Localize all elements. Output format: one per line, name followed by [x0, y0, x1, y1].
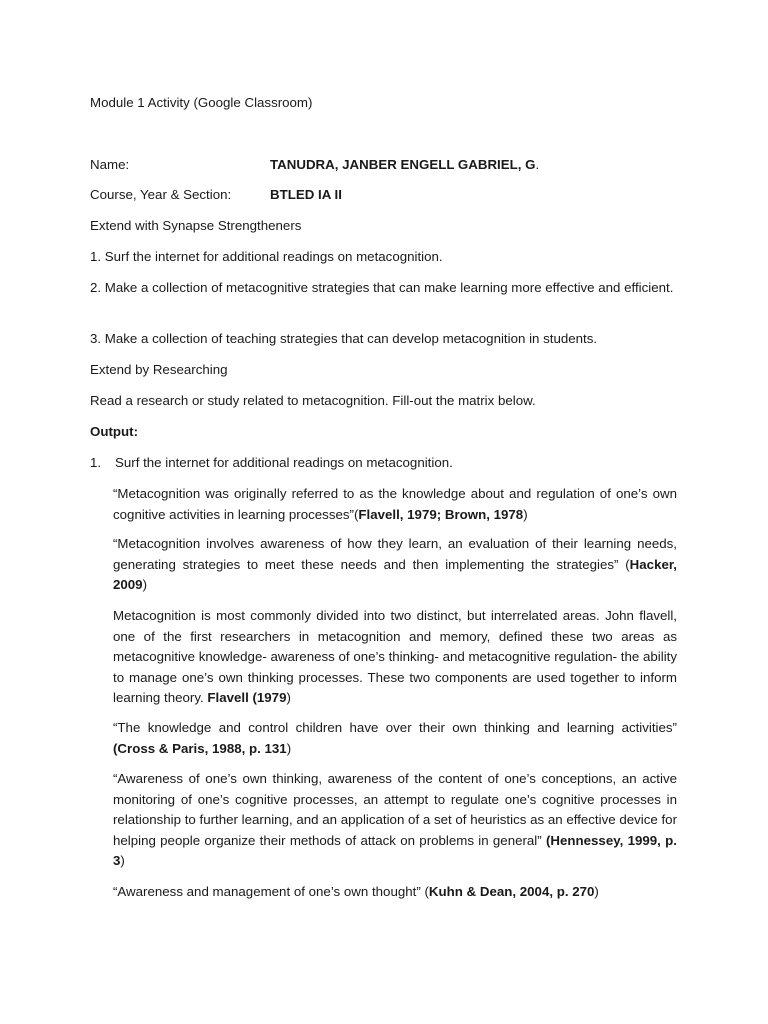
quote-text: “Metacognition was originally referred to as the knowledge about and regulation of one’s own cognitive activities in learning processes”	[113, 486, 677, 522]
name-value: TANUDRA, JANBER ENGELL GABRIEL, G	[270, 157, 536, 172]
extend-research-heading: Extend by Researching	[90, 362, 228, 377]
quote-cite-close: )	[142, 577, 148, 592]
quote-text: “The knowledge and control children have over their own thinking and learning activities”	[113, 720, 677, 735]
output-item-number: 1.	[90, 455, 102, 470]
quote-citation: Hacker, 2009	[113, 556, 677, 592]
quote-citation: (Hennessey, 1999, p. 3	[113, 832, 677, 868]
quote-text: “Metacognition involves awareness of how they learn, an evaluation of their learning needs, generating strategies to meet these needs and then implementing the strategies”	[113, 536, 677, 572]
quote-cite-open: (	[625, 556, 630, 572]
quote-3	[113, 606, 677, 709]
quote-cite-open: (	[353, 506, 359, 522]
course-value: BTLED IA II	[270, 187, 342, 202]
quote-citation: Flavell (1979	[207, 690, 287, 705]
output-item-text: Surf the internet for additional readings on metacognition.	[115, 455, 453, 470]
quote-1	[113, 484, 677, 525]
quote-text: Metacognition is most commonly divided into two distinct, but interrelated areas. John flavell, one of the first researchers in metacognition and memory, defined these two areas as metacognitive knowledge- awareness of one’s thinking- and metacognitive regulation- the ability to manage one’s own thinking processes. These two components are used together to inform learning theory.	[113, 608, 677, 705]
task-2: 2. Make a collection of metacognitive strategies that can make learning more effective and efficient.	[90, 280, 674, 295]
course-label: Course, Year & Section:	[90, 187, 232, 202]
name-label: Name:	[90, 157, 130, 172]
quote-text: “Awareness and management of one’s own thought”	[113, 884, 425, 899]
quote-cite-open: (	[424, 884, 429, 899]
name-value-line	[270, 155, 539, 176]
instruction: Read a research or study related to metacognition. Fill-out the matrix below.	[90, 393, 536, 408]
quote-citation: Kuhn & Dean, 2004, p. 270	[428, 884, 595, 899]
document-heading: Module 1 Activity (Google Classroom)	[90, 95, 313, 110]
quote-citation: (Cross & Paris, 1988, p. 131	[113, 740, 287, 756]
quote-cite-close: )	[523, 506, 528, 522]
extend-synapse-heading: Extend with Synapse Strengtheners	[90, 218, 302, 233]
task-3: 3. Make a collection of teaching strategies that can develop metacognition in students.	[90, 331, 598, 346]
quote-2	[113, 534, 677, 596]
quote-text: “Awareness of one’s own thinking, awareness of the content of one’s conceptions, an active monitoring of one’s cognitive processes, an attempt to regulate one’s cognitive processes in relationship to further learning, and an application of a set of heuristics as an effective device for helping people organize their methods of attack on problems in general”	[113, 771, 677, 848]
quote-4	[113, 718, 677, 759]
quote-5	[113, 769, 677, 872]
quote-citation: Flavell, 1979; Brown, 1978	[358, 506, 524, 522]
quote-cite-close: )	[594, 884, 599, 899]
quote-cite-close: )	[120, 853, 125, 868]
quote-cite-close: )	[286, 690, 291, 705]
quote-6	[113, 882, 677, 903]
name-value-suffix: .	[535, 157, 540, 172]
output-label: Output:	[90, 424, 138, 439]
task-1: 1. Surf the internet for additional readings on metacognition.	[90, 249, 443, 264]
quote-cite-close: )	[286, 740, 292, 756]
